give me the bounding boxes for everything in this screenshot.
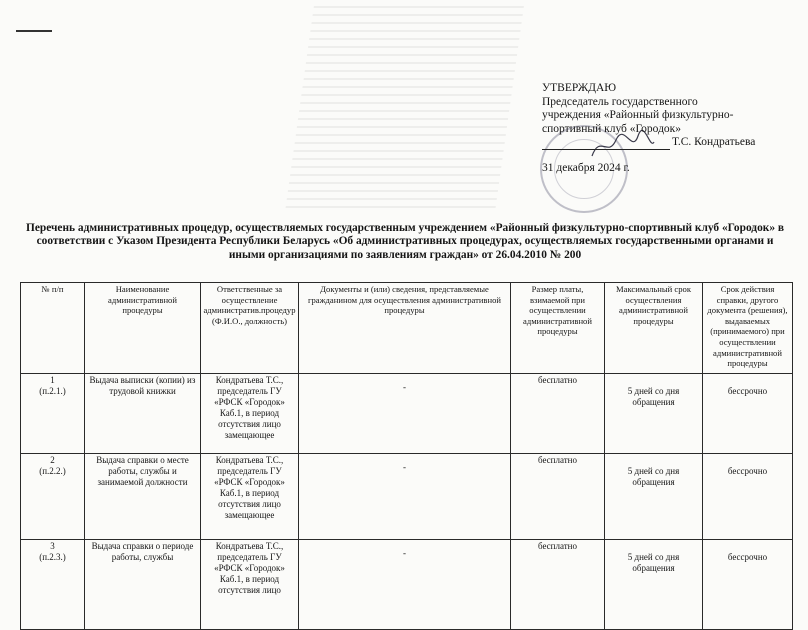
approval-position-line-3: спортивный клуб «Городок»	[542, 122, 682, 135]
table-row	[21, 454, 793, 540]
header-max-term: Максимальный срок осуществления административной процедуры	[605, 283, 703, 374]
row-procedure-name: Выдача выписки (копии) из трудовой книжки	[85, 374, 201, 454]
row-number: 2 (п.2.2.)	[21, 454, 85, 540]
row-procedure-name: Выдача справки о месте работы, службы и занимаемой должности	[85, 454, 201, 540]
row-fee: бесплатно	[511, 454, 605, 540]
approval-signature-line	[542, 136, 782, 150]
row-procedure-name: Выдача справки о периоде работы, службы	[85, 540, 201, 630]
header-responsible: Ответственные за осуществление административ.процедур (Ф.И.О., должность)	[201, 283, 299, 374]
header-procedure-name: Наименование административной процедуры	[85, 283, 201, 374]
approval-position-line-1: Председатель государственного	[542, 95, 698, 108]
header-validity: Срок действия справки, другого документа (решения), выдаваемых (принимаемого) при осуществлении административной процедуры	[703, 283, 793, 374]
bleed-through-text	[285, 0, 525, 210]
approval-heading: УТВЕРЖДАЮ	[542, 82, 617, 94]
row-validity: бессрочно	[703, 454, 793, 540]
row-number: 3 (п.2.3.)	[21, 540, 85, 630]
row-responsible: Кондратьева Т.С., председатель ГУ «РФСК «Городок» Каб.1, в период отсутствия лицо	[201, 540, 299, 630]
row-documents: -	[299, 540, 511, 630]
row-responsible: Кондратьева Т.С., председатель ГУ «РФСК «Городок» Каб.1, в период отсутствия лицо замещающее	[201, 454, 299, 540]
row-fee: бесплатно	[511, 540, 605, 630]
approval-block	[542, 82, 782, 175]
document-title: Перечень административных процедур, осуществляемых государственным учреждением «Районный физкультурно-спортивный клуб «Городок» в соответствии с Указом Президента Республики Беларусь «Об административных процедурах, осуществляемых государственными органами и иными организациями по заявлениям граждан» от 26.04.2010 № 200	[25, 222, 785, 261]
approval-signer: Т.С. Кондратьева	[672, 136, 756, 148]
scan-mark	[16, 30, 52, 32]
signature-blank	[542, 137, 670, 150]
row-documents: -	[299, 374, 511, 454]
row-documents: -	[299, 454, 511, 540]
row-responsible: Кондратьева Т.С., председатель ГУ «РФСК «Городок» Каб.1, в период отсутствия лицо замещающее	[201, 374, 299, 454]
approval-sign-row	[542, 123, 782, 137]
header-number: № п/п	[21, 283, 85, 374]
table-row	[21, 374, 793, 454]
header-documents: Документы и (или) сведения, представляемые гражданином для осуществления административной процедуры	[299, 283, 511, 374]
header-fee: Размер платы, взимаемой при осуществлении административной процедуры	[511, 283, 605, 374]
row-fee: бесплатно	[511, 374, 605, 454]
approval-position-line-2: учреждения «Районный физкультурно-	[542, 109, 734, 121]
row-term: 5 дней со дня обращения	[605, 454, 703, 540]
table-row	[21, 540, 793, 630]
approval-date: 31 декабря 2024 г.	[542, 161, 630, 174]
row-term: 5 дней со дня обращения	[605, 540, 703, 630]
procedures-table	[20, 282, 793, 630]
row-number: 1 (п.2.1.)	[21, 374, 85, 454]
row-validity: бессрочно	[703, 540, 793, 630]
row-validity: бессрочно	[703, 374, 793, 454]
row-term: 5 дней со дня обращения	[605, 374, 703, 454]
table-header-row	[21, 283, 793, 374]
